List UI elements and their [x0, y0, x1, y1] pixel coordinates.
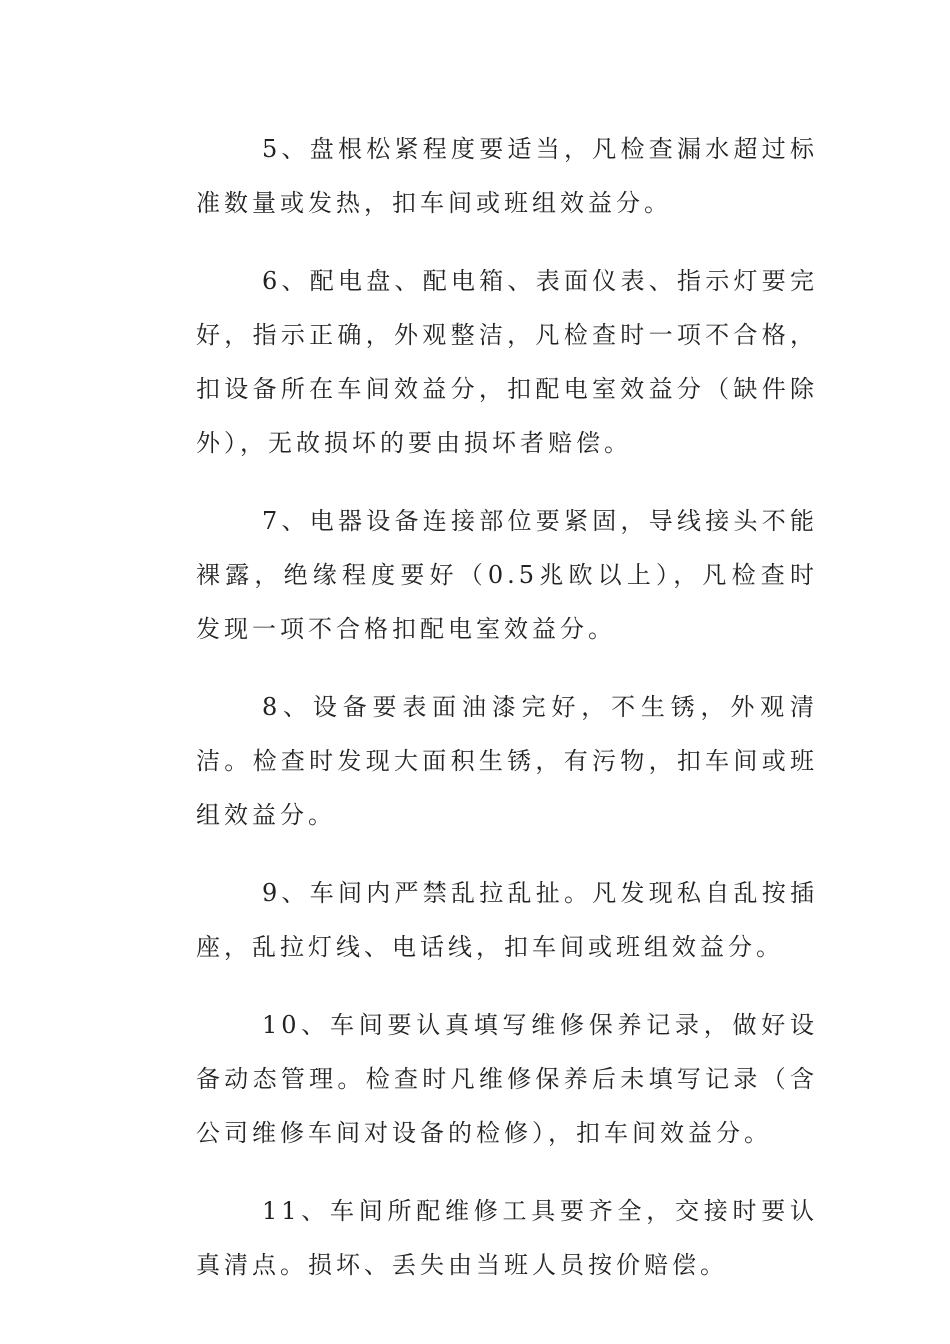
paragraph-item-5: 5、盘根松紧程度要适当，凡检查漏水超过标准数量或发热，扣车间或班组效益分。 — [196, 135, 818, 217]
paragraph-item-8: 8、设备要表面油漆完好，不生锈，外观清洁。检查时发现大面积生锈，有污物，扣车间或班组效益分。 — [196, 693, 818, 829]
paragraph-item-7: 7、电器设备连接部位要紧固，导线接头不能裸露，绝缘程度要好（0.5兆欧以上），凡检查时发现一项不合格扣配电室效益分。 — [196, 507, 818, 643]
paragraph-item-9: 9、车间内严禁乱拉乱扯。凡发现私自乱按插座，乱拉灯线、电话线，扣车间或班组效益分。 — [196, 879, 818, 961]
paragraph-item-11: 11、车间所配维修工具要齐全，交接时要认真清点。损坏、丢失由当班人员按价赔偿。 — [196, 1197, 818, 1279]
paragraph-item-10: 10、车间要认真填写维修保养记录，做好设备动态管理。检查时凡维修保养后未填写记录（含公司维修车间对设备的检修），扣车间效益分。 — [196, 1011, 818, 1147]
document-body — [196, 122, 818, 1316]
paragraph-item-6: 6、配电盘、配电箱、表面仪表、指示灯要完好，指示正确，外观整洁，凡检查时一项不合格，扣设备所在车间效益分，扣配电室效益分（缺件除外），无故损坏的要由损坏者赔偿。 — [196, 267, 818, 457]
